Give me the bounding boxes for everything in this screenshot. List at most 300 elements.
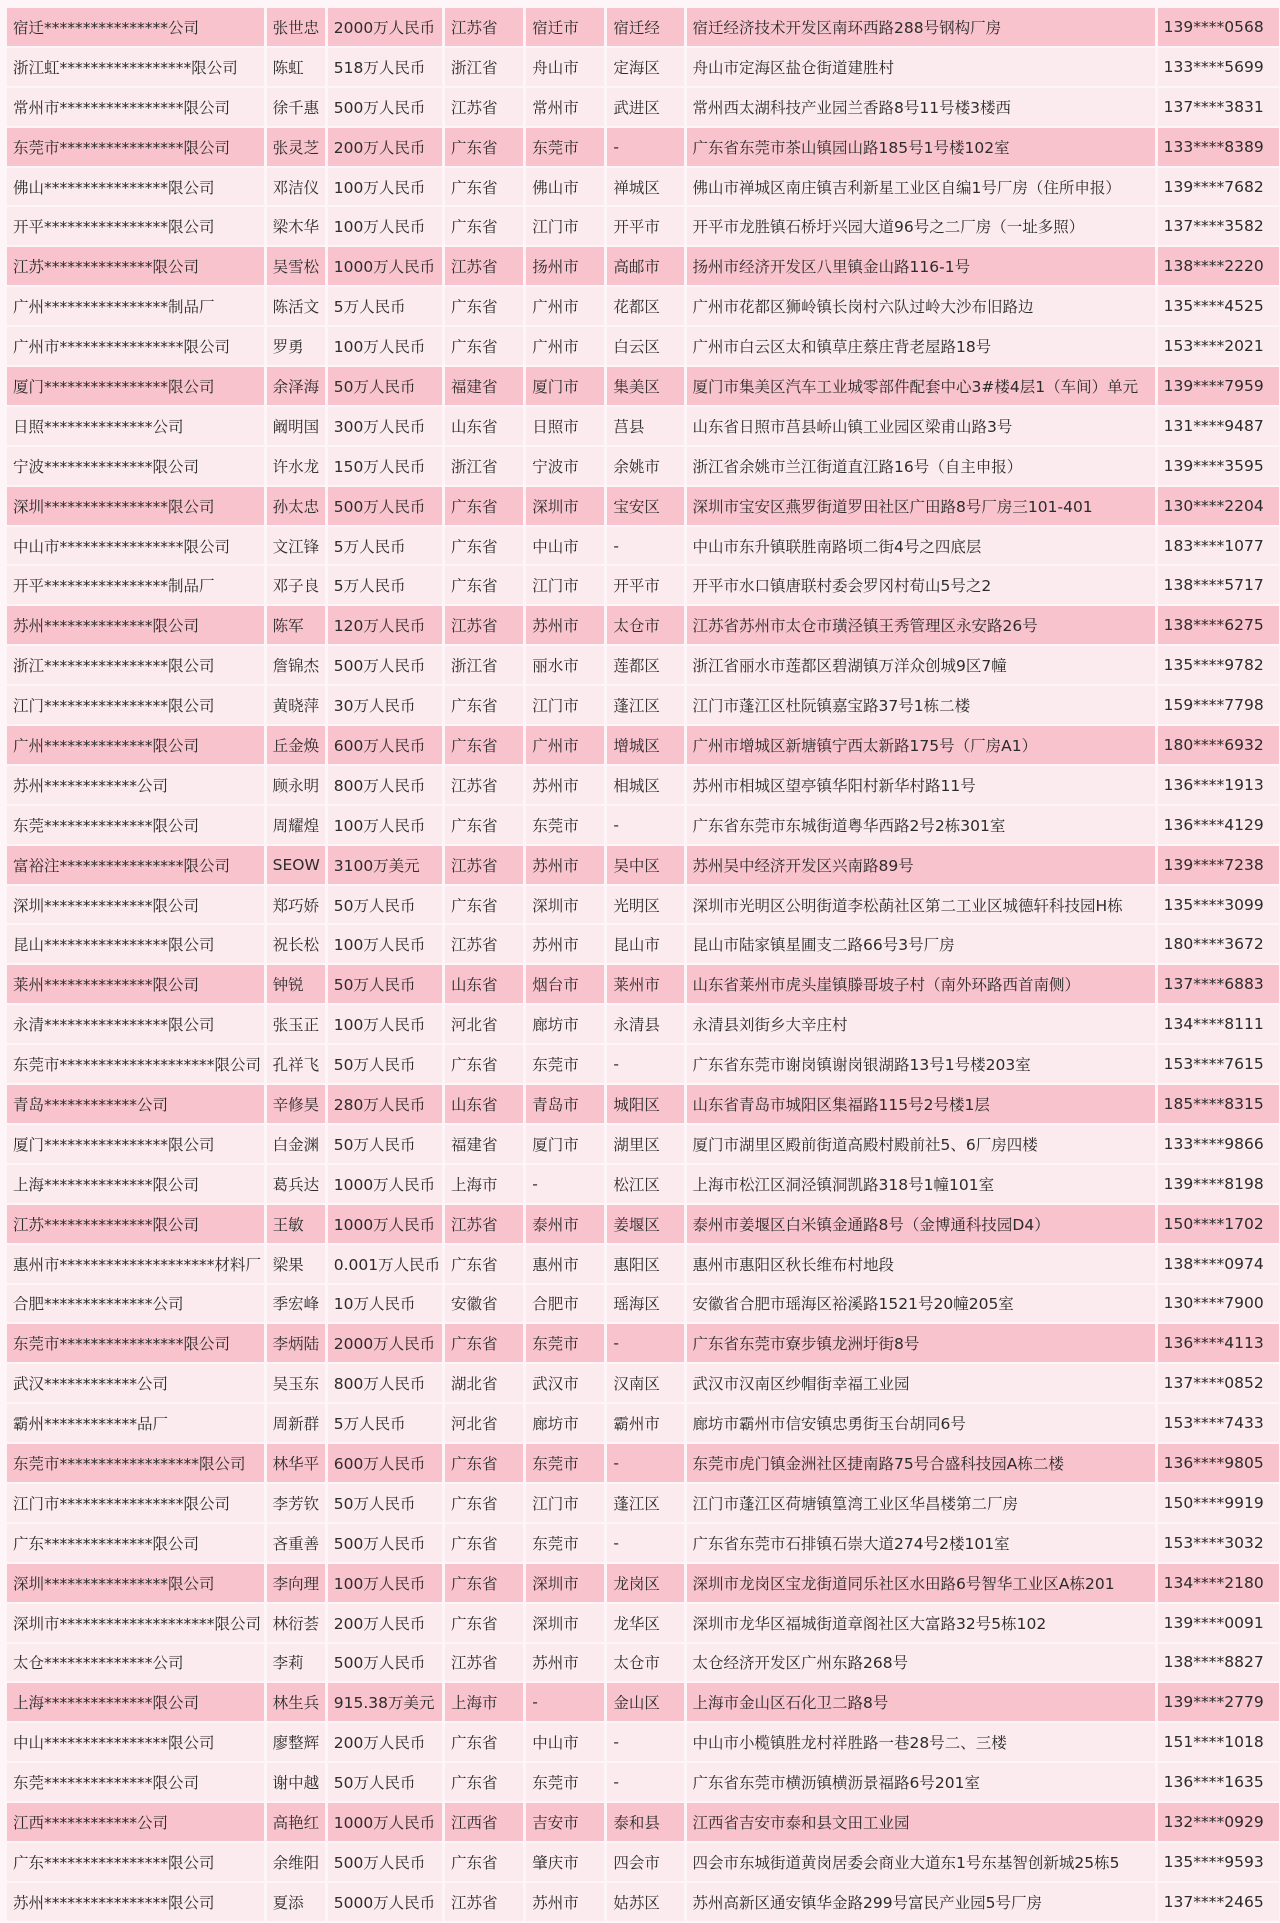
province-cell: 广东省 (445, 726, 523, 764)
phone-cell: 132****0929 (1158, 1803, 1279, 1841)
district-cell: 花都区 (607, 287, 683, 325)
legal-person-cell: SEOW (267, 846, 325, 884)
table-row (7, 1165, 1279, 1203)
province-cell: 广东省 (445, 1763, 523, 1801)
table-row (7, 168, 1279, 206)
province-cell: 广东省 (445, 1564, 523, 1602)
table-row (7, 646, 1279, 684)
table-row (7, 1205, 1279, 1243)
address-cell: 江西省吉安市泰和县文田工业园 (687, 1803, 1155, 1841)
phone-cell: 135****9782 (1158, 646, 1279, 684)
address-cell: 广东省东莞市东城街道粤华西路2号2栋301室 (687, 806, 1155, 844)
district-cell: 泰和县 (607, 1803, 683, 1841)
province-cell: 广东省 (445, 327, 523, 365)
company-name-cell: 宁波**************限公司 (7, 447, 264, 485)
table-row (7, 606, 1279, 644)
city-cell: 武汉市 (526, 1364, 604, 1402)
registered-capital-cell: 2000万人民币 (328, 8, 442, 46)
registered-capital-cell: 5万人民币 (328, 566, 442, 604)
company-name-cell: 苏州************公司 (7, 766, 264, 804)
province-cell: 山东省 (445, 965, 523, 1003)
phone-cell: 135****4525 (1158, 287, 1279, 325)
district-cell: - (607, 1723, 683, 1761)
city-cell: 肇庆市 (526, 1843, 604, 1881)
district-cell: 惠阳区 (607, 1245, 683, 1283)
legal-person-cell: 季宏峰 (267, 1285, 325, 1323)
registered-capital-cell: 600万人民币 (328, 1444, 442, 1482)
city-cell: 广州市 (526, 726, 604, 764)
city-cell: 苏州市 (526, 846, 604, 884)
table-row (7, 886, 1279, 924)
province-cell: 河北省 (445, 1404, 523, 1442)
table-row (7, 407, 1279, 445)
city-cell: 苏州市 (526, 766, 604, 804)
registered-capital-cell: 200万人民币 (328, 1723, 442, 1761)
province-cell: 广东省 (445, 207, 523, 245)
phone-cell: 138****8827 (1158, 1644, 1279, 1682)
province-cell: 福建省 (445, 367, 523, 405)
table-row (7, 1045, 1279, 1083)
legal-person-cell: 夏添 (267, 1883, 325, 1921)
province-cell: 江苏省 (445, 846, 523, 884)
company-name-cell: 中山市****************限公司 (7, 527, 264, 565)
company-name-cell: 东莞市********************限公司 (7, 1045, 264, 1083)
company-name-cell: 佛山****************限公司 (7, 168, 264, 206)
table-row (7, 1644, 1279, 1682)
legal-person-cell: 李向理 (267, 1564, 325, 1602)
province-cell: 广东省 (445, 886, 523, 924)
company-name-cell: 深圳****************限公司 (7, 1564, 264, 1602)
registered-capital-cell: 100万人民币 (328, 327, 442, 365)
district-cell: 龙华区 (607, 1604, 683, 1642)
table-row (7, 1524, 1279, 1562)
legal-person-cell: 詹锦杰 (267, 646, 325, 684)
district-cell: 姑苏区 (607, 1883, 683, 1921)
company-name-cell: 惠州市********************材料厂 (7, 1245, 264, 1283)
legal-person-cell: 余泽海 (267, 367, 325, 405)
legal-person-cell: 罗勇 (267, 327, 325, 365)
province-cell: 广东省 (445, 128, 523, 166)
company-name-cell: 厦门****************限公司 (7, 367, 264, 405)
phone-cell: 137****3831 (1158, 88, 1279, 126)
city-cell: 江门市 (526, 1484, 604, 1522)
district-cell: 汉南区 (607, 1364, 683, 1402)
table-row (7, 367, 1279, 405)
district-cell: 城阳区 (607, 1085, 683, 1123)
address-cell: 武汉市汉南区纱帽街幸福工业园 (687, 1364, 1155, 1402)
table-row (7, 207, 1279, 245)
address-cell: 山东省青岛市城阳区集福路115号2号楼1层 (687, 1085, 1155, 1123)
city-cell: 深圳市 (526, 487, 604, 525)
table-row (7, 965, 1279, 1003)
legal-person-cell: 郑巧娇 (267, 886, 325, 924)
registered-capital-cell: 50万人民币 (328, 965, 442, 1003)
city-cell: 丽水市 (526, 646, 604, 684)
address-cell: 广东省东莞市石排镇石崇大道274号2楼101室 (687, 1524, 1155, 1562)
district-cell: 武进区 (607, 88, 683, 126)
address-cell: 广州市增城区新塘镇宁西太新路175号（厂房A1） (687, 726, 1155, 764)
registered-capital-cell: 500万人民币 (328, 646, 442, 684)
table-row (7, 1005, 1279, 1043)
phone-cell: 138****0974 (1158, 1245, 1279, 1283)
table-row (7, 686, 1279, 724)
phone-cell: 180****3672 (1158, 925, 1279, 963)
address-cell: 苏州吴中经济开发区兴南路89号 (687, 846, 1155, 884)
phone-cell: 136****1913 (1158, 766, 1279, 804)
address-cell: 山东省日照市莒县峤山镇工业园区梁甫山路3号 (687, 407, 1155, 445)
phone-cell: 137****2465 (1158, 1883, 1279, 1921)
table-row (7, 806, 1279, 844)
legal-person-cell: 周新群 (267, 1404, 325, 1442)
registered-capital-cell: 200万人民币 (328, 128, 442, 166)
legal-person-cell: 顾永明 (267, 766, 325, 804)
phone-cell: 139****0091 (1158, 1604, 1279, 1642)
phone-cell: 134****8111 (1158, 1005, 1279, 1043)
address-cell: 常州西太湖科技产业园兰香路8号11号楼3楼西 (687, 88, 1155, 126)
district-cell: 瑶海区 (607, 1285, 683, 1323)
phone-cell: 137****6883 (1158, 965, 1279, 1003)
city-cell: 东莞市 (526, 806, 604, 844)
province-cell: 广东省 (445, 1245, 523, 1283)
address-cell: 江苏省苏州市太仓市璜泾镇王秀管理区永安路26号 (687, 606, 1155, 644)
city-cell: 苏州市 (526, 1883, 604, 1921)
legal-person-cell: 阚明国 (267, 407, 325, 445)
address-cell: 浙江省丽水市莲都区碧湖镇万洋众创城9区7幢 (687, 646, 1155, 684)
table-row (7, 846, 1279, 884)
city-cell: 合肥市 (526, 1285, 604, 1323)
phone-cell: 151****1018 (1158, 1723, 1279, 1761)
city-cell: - (526, 1683, 604, 1721)
legal-person-cell: 祝长松 (267, 925, 325, 963)
city-cell: 苏州市 (526, 606, 604, 644)
city-cell: 深圳市 (526, 1564, 604, 1602)
legal-person-cell: 李芳钦 (267, 1484, 325, 1522)
province-cell: 浙江省 (445, 447, 523, 485)
legal-person-cell: 李炳陆 (267, 1324, 325, 1362)
province-cell: 福建省 (445, 1125, 523, 1163)
registered-capital-cell: 500万人民币 (328, 487, 442, 525)
phone-cell: 138****2220 (1158, 247, 1279, 285)
company-name-cell: 开平****************制品厂 (7, 566, 264, 604)
phone-cell: 137****0852 (1158, 1364, 1279, 1402)
table-row (7, 925, 1279, 963)
phone-cell: 135****3099 (1158, 886, 1279, 924)
company-name-cell: 深圳****************限公司 (7, 487, 264, 525)
city-cell: 深圳市 (526, 1604, 604, 1642)
table-row (7, 1723, 1279, 1761)
district-cell: 龙岗区 (607, 1564, 683, 1602)
address-cell: 廊坊市霸州市信安镇忠勇街玉台胡同6号 (687, 1404, 1155, 1442)
registered-capital-cell: 50万人民币 (328, 1484, 442, 1522)
province-cell: 上海市 (445, 1683, 523, 1721)
legal-person-cell: 孙太忠 (267, 487, 325, 525)
province-cell: 江苏省 (445, 8, 523, 46)
registered-capital-cell: 100万人民币 (328, 806, 442, 844)
registered-capital-cell: 500万人民币 (328, 88, 442, 126)
table-row (7, 1683, 1279, 1721)
address-cell: 广州市花都区狮岭镇长岗村六队过岭大沙布旧路边 (687, 287, 1155, 325)
address-cell: 苏州高新区通安镇华金路299号富民产业园5号厂房 (687, 1883, 1155, 1921)
table-row (7, 1843, 1279, 1881)
province-cell: 广东省 (445, 168, 523, 206)
city-cell: 广州市 (526, 327, 604, 365)
city-cell: 深圳市 (526, 886, 604, 924)
city-cell: 廊坊市 (526, 1404, 604, 1442)
district-cell: - (607, 1444, 683, 1482)
district-cell: 昆山市 (607, 925, 683, 963)
phone-cell: 150****9919 (1158, 1484, 1279, 1522)
registered-capital-cell: 5万人民币 (328, 287, 442, 325)
city-cell: 日照市 (526, 407, 604, 445)
phone-cell: 134****2180 (1158, 1564, 1279, 1602)
registered-capital-cell: 800万人民币 (328, 766, 442, 804)
address-cell: 厦门市湖里区殿前街道高殿村殿前社5、6厂房四楼 (687, 1125, 1155, 1163)
address-cell: 安徽省合肥市瑶海区裕溪路1521号20幢205室 (687, 1285, 1155, 1323)
province-cell: 广东省 (445, 1484, 523, 1522)
company-name-cell: 宿迁****************公司 (7, 8, 264, 46)
legal-person-cell: 邓子良 (267, 566, 325, 604)
city-cell: 常州市 (526, 88, 604, 126)
phone-cell: 136****1635 (1158, 1763, 1279, 1801)
table-row (7, 1324, 1279, 1362)
district-cell: 金山区 (607, 1683, 683, 1721)
address-cell: 开平市龙胜镇石桥圩兴园大道96号之二厂房（一址多照） (687, 207, 1155, 245)
company-name-cell: 深圳**************限公司 (7, 886, 264, 924)
table-row (7, 8, 1279, 46)
province-cell: 江苏省 (445, 1205, 523, 1243)
city-cell: 宿迁市 (526, 8, 604, 46)
table-body (7, 8, 1279, 1921)
phone-cell: 139****3595 (1158, 447, 1279, 485)
registered-capital-cell: 200万人民币 (328, 1604, 442, 1642)
phone-cell: 139****7959 (1158, 367, 1279, 405)
registered-capital-cell: 50万人民币 (328, 886, 442, 924)
district-cell: 莱州市 (607, 965, 683, 1003)
table-row (7, 287, 1279, 325)
company-name-cell: 江门市****************限公司 (7, 1484, 264, 1522)
registered-capital-cell: 10万人民币 (328, 1285, 442, 1323)
registered-capital-cell: 1000万人民币 (328, 1205, 442, 1243)
district-cell: 莲都区 (607, 646, 683, 684)
legal-person-cell: 葛兵达 (267, 1165, 325, 1203)
registered-capital-cell: 100万人民币 (328, 925, 442, 963)
province-cell: 江西省 (445, 1803, 523, 1841)
district-cell: 余姚市 (607, 447, 683, 485)
district-cell: 定海区 (607, 48, 683, 86)
province-cell: 广东省 (445, 287, 523, 325)
phone-cell: 131****9487 (1158, 407, 1279, 445)
company-name-cell: 昆山****************限公司 (7, 925, 264, 963)
company-name-cell: 广州市****************限公司 (7, 327, 264, 365)
registered-capital-cell: 915.38万美元 (328, 1683, 442, 1721)
legal-person-cell: 林衍荟 (267, 1604, 325, 1642)
phone-cell: 136****4113 (1158, 1324, 1279, 1362)
phone-cell: 133****5699 (1158, 48, 1279, 86)
registered-capital-cell: 50万人民币 (328, 1763, 442, 1801)
legal-person-cell: 钟锐 (267, 965, 325, 1003)
legal-person-cell: 陈活文 (267, 287, 325, 325)
province-cell: 江苏省 (445, 1883, 523, 1921)
table-row (7, 327, 1279, 365)
legal-person-cell: 丘金焕 (267, 726, 325, 764)
district-cell: 霸州市 (607, 1404, 683, 1442)
city-cell: 厦门市 (526, 367, 604, 405)
phone-cell: 183****1077 (1158, 527, 1279, 565)
company-name-cell: 广州**************限公司 (7, 726, 264, 764)
company-name-cell: 上海**************限公司 (7, 1683, 264, 1721)
district-cell: 吴中区 (607, 846, 683, 884)
phone-cell: 153****7433 (1158, 1404, 1279, 1442)
legal-person-cell: 王敏 (267, 1205, 325, 1243)
city-cell: 东莞市 (526, 1763, 604, 1801)
phone-cell: 137****3582 (1158, 207, 1279, 245)
table-row (7, 1803, 1279, 1841)
phone-cell: 135****9593 (1158, 1843, 1279, 1881)
legal-person-cell: 吴雪松 (267, 247, 325, 285)
phone-cell: 136****4129 (1158, 806, 1279, 844)
phone-cell: 139****7682 (1158, 168, 1279, 206)
address-cell: 苏州市相城区望亭镇华阳村新华村路11号 (687, 766, 1155, 804)
table-row (7, 1245, 1279, 1283)
district-cell: 高邮市 (607, 247, 683, 285)
legal-person-cell: 梁果 (267, 1245, 325, 1283)
district-cell: 太仓市 (607, 1644, 683, 1682)
legal-person-cell: 吴玉东 (267, 1364, 325, 1402)
address-cell: 泰州市姜堰区白米镇金通路8号（金博通科技园D4） (687, 1205, 1155, 1243)
table-row (7, 88, 1279, 126)
phone-cell: 139****0568 (1158, 8, 1279, 46)
province-cell: 广东省 (445, 1723, 523, 1761)
province-cell: 广东省 (445, 1045, 523, 1083)
district-cell: 蓬江区 (607, 1484, 683, 1522)
table-row (7, 527, 1279, 565)
address-cell: 广东省东莞市横沥镇横沥景福路6号201室 (687, 1763, 1155, 1801)
district-cell: - (607, 806, 683, 844)
city-cell: 东莞市 (526, 1045, 604, 1083)
province-cell: 江苏省 (445, 766, 523, 804)
legal-person-cell: 白金渊 (267, 1125, 325, 1163)
legal-person-cell: 周耀煌 (267, 806, 325, 844)
city-cell: 惠州市 (526, 1245, 604, 1283)
city-cell: 东莞市 (526, 1524, 604, 1562)
registered-capital-cell: 500万人民币 (328, 1843, 442, 1881)
table-row (7, 1404, 1279, 1442)
city-cell: 东莞市 (526, 128, 604, 166)
address-cell: 上海市松江区洞泾镇洞凯路318号1幢101室 (687, 1165, 1155, 1203)
company-name-cell: 江西************公司 (7, 1803, 264, 1841)
phone-cell: 130****2204 (1158, 487, 1279, 525)
registered-capital-cell: 5万人民币 (328, 527, 442, 565)
phone-cell: 133****8389 (1158, 128, 1279, 166)
company-name-cell: 东莞市******************限公司 (7, 1444, 264, 1482)
city-cell: 佛山市 (526, 168, 604, 206)
company-name-cell: 日照**************公司 (7, 407, 264, 445)
province-cell: 广东省 (445, 806, 523, 844)
table-row (7, 726, 1279, 764)
province-cell: 上海市 (445, 1165, 523, 1203)
company-name-cell: 广东**************限公司 (7, 1524, 264, 1562)
table-row (7, 48, 1279, 86)
address-cell: 太仓经济开发区广州东路268号 (687, 1644, 1155, 1682)
registered-capital-cell: 30万人民币 (328, 686, 442, 724)
province-cell: 浙江省 (445, 646, 523, 684)
table-row (7, 1883, 1279, 1921)
table-row (7, 1125, 1279, 1163)
registered-capital-cell: 100万人民币 (328, 1564, 442, 1602)
table-row (7, 1564, 1279, 1602)
province-cell: 广东省 (445, 686, 523, 724)
address-cell: 山东省莱州市虎头崖镇滕哥坡子村（南外环路西首南侧） (687, 965, 1155, 1003)
city-cell: 舟山市 (526, 48, 604, 86)
city-cell: 宁波市 (526, 447, 604, 485)
legal-person-cell: 文江锋 (267, 527, 325, 565)
table-row (7, 247, 1279, 285)
company-name-cell: 东莞**************限公司 (7, 1763, 264, 1801)
address-cell: 深圳市光明区公明街道李松蓢社区第二工业区城德轩科技园H栋 (687, 886, 1155, 924)
registered-capital-cell: 800万人民币 (328, 1364, 442, 1402)
legal-person-cell: 高艳红 (267, 1803, 325, 1841)
legal-person-cell: 梁木华 (267, 207, 325, 245)
table-row (7, 1484, 1279, 1522)
phone-cell: 139****7238 (1158, 846, 1279, 884)
table-row (7, 1364, 1279, 1402)
company-name-cell: 太仓**************公司 (7, 1644, 264, 1682)
district-cell: 开平市 (607, 207, 683, 245)
city-cell: 烟台市 (526, 965, 604, 1003)
address-cell: 江门市蓬江区荷塘镇篁湾工业区华昌楼第二厂房 (687, 1484, 1155, 1522)
company-name-cell: 霸州************品厂 (7, 1404, 264, 1442)
address-cell: 惠州市惠阳区秋长维布村地段 (687, 1245, 1155, 1283)
phone-cell: 153****2021 (1158, 327, 1279, 365)
company-name-cell: 浙江****************限公司 (7, 646, 264, 684)
registered-capital-cell: 5000万人民币 (328, 1883, 442, 1921)
district-cell: 太仓市 (607, 606, 683, 644)
registered-capital-cell: 500万人民币 (328, 1524, 442, 1562)
address-cell: 江门市蓬江区杜阮镇嘉宝路37号1栋二楼 (687, 686, 1155, 724)
address-cell: 深圳市龙岗区宝龙街道同乐社区水田路6号智华工业区A栋201 (687, 1564, 1155, 1602)
legal-person-cell: 徐千惠 (267, 88, 325, 126)
address-cell: 深圳市龙华区福城街道章阁社区大富路32号5栋102 (687, 1604, 1155, 1642)
province-cell: 广东省 (445, 1524, 523, 1562)
address-cell: 扬州市经济开发区八里镇金山路116-1号 (687, 247, 1155, 285)
province-cell: 广东省 (445, 566, 523, 604)
city-cell: 江门市 (526, 686, 604, 724)
company-name-cell: 江苏**************限公司 (7, 1205, 264, 1243)
phone-cell: 180****6932 (1158, 726, 1279, 764)
table-row (7, 1763, 1279, 1801)
company-name-cell: 青岛************公司 (7, 1085, 264, 1123)
province-cell: 江苏省 (445, 606, 523, 644)
province-cell: 广东省 (445, 487, 523, 525)
province-cell: 江苏省 (445, 1644, 523, 1682)
city-cell: 广州市 (526, 287, 604, 325)
province-cell: 江苏省 (445, 925, 523, 963)
city-cell: 江门市 (526, 207, 604, 245)
table-row (7, 1444, 1279, 1482)
registered-capital-cell: 280万人民币 (328, 1085, 442, 1123)
province-cell: 广东省 (445, 527, 523, 565)
company-name-cell: 广东****************限公司 (7, 1843, 264, 1881)
address-cell: 宿迁经济技术开发区南环西路288号钢构厂房 (687, 8, 1155, 46)
province-cell: 山东省 (445, 407, 523, 445)
table-row (7, 766, 1279, 804)
district-cell: 光明区 (607, 886, 683, 924)
province-cell: 广东省 (445, 1444, 523, 1482)
province-cell: 河北省 (445, 1005, 523, 1043)
address-cell: 广东省东莞市寮步镇龙洲圩街8号 (687, 1324, 1155, 1362)
company-name-cell: 富裕注****************限公司 (7, 846, 264, 884)
city-cell: 中山市 (526, 1723, 604, 1761)
